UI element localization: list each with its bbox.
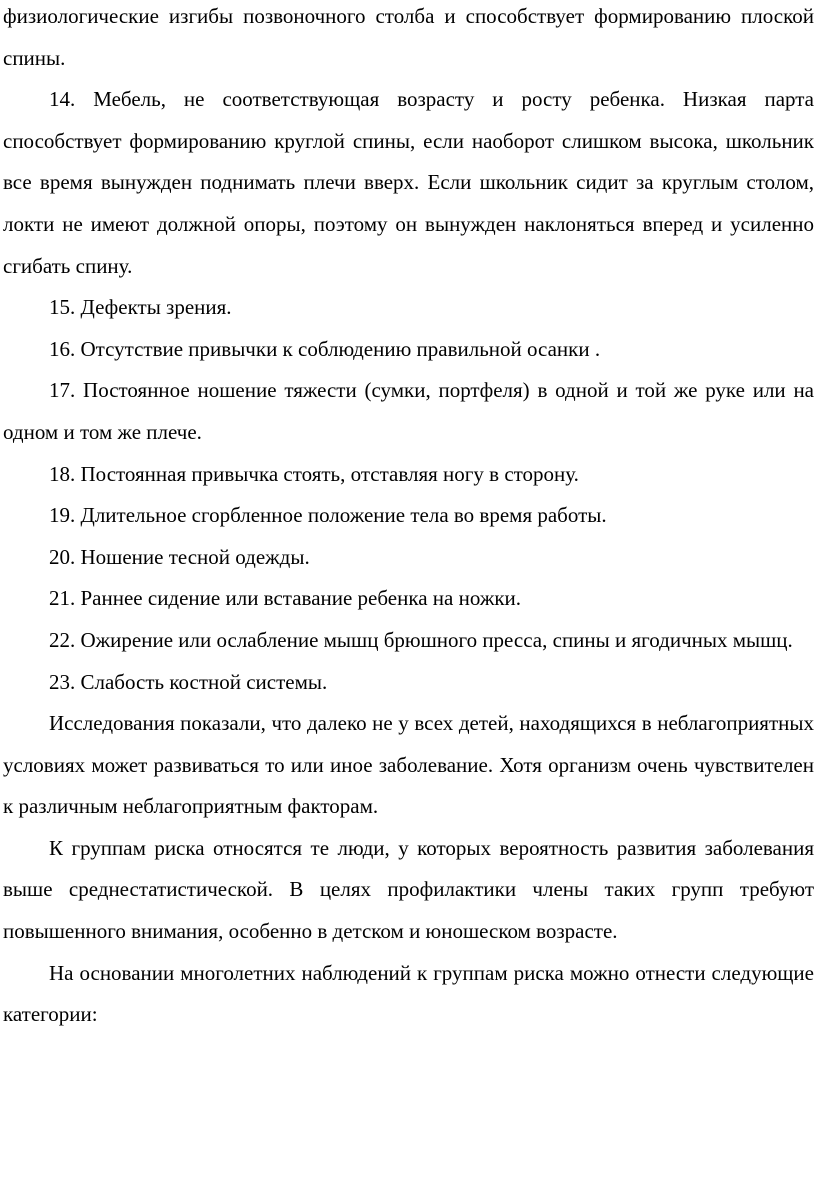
paragraph-item-23: 23. Слабость костной системы. <box>49 669 328 694</box>
paragraph-categories-intro: На основании многолетних наблюдений к группам риска можно отнести следующие категории: <box>3 960 814 1027</box>
paragraph-item-20: 20. Ношение тесной одежды. <box>49 544 310 569</box>
paragraph-item-15: 15. Дефекты зрения. <box>49 295 232 320</box>
paragraph-item-21: 21. Раннее сидение или вставание ребенка на ножки. <box>49 586 522 611</box>
paragraph-item-22: 22. Ожирение или ослабление мышц брюшного пресса, спины и ягодичных мышц. <box>49 627 793 652</box>
paragraph-item-17: 17. Постоянное ношение тяжести (сумки, портфеля) в одной и той же руке или на одном и том же плече. <box>3 378 814 444</box>
paragraph-item-14: 14. Мебель, не соответствующая возрасту и росту ребенка. Низкая парта способствует формированию круглой спины, если наоборот слишком высока, школьник все время вынужден поднимать плечи вверх. Если школьник сидит за круглым столом, локти не имеют должной опоры, поэтому он вынужден наклоняться вперед и усиленно сгибать спину. <box>3 87 814 278</box>
paragraph-item-16: 16. Отсутствие привычки к соблюдению правильной осанки . <box>49 336 601 361</box>
paragraph-continuation: физиологические изгибы позвоночного столба и способствует формированию плоской спины. <box>3 4 814 70</box>
paragraph-item-18: 18. Постоянная привычка стоять, отставляя ногу в сторону. <box>49 461 579 486</box>
paragraph-research: Исследования показали, что далеко не у всех детей, находящихся в неблагоприятных условиях может развиваться то или иное заболевание. Хотя организм очень чувствителен к различным неблагоприятным факторам. <box>3 711 814 819</box>
paragraph-risk-groups: К группам риска относятся те люди, у которых вероятность развития заболевания выше среднестатистической. В целях профилактики члены таких групп требуют повышенного внимания, особенно в детском и юношеском возрасте. <box>3 835 814 944</box>
paragraph-item-19: 19. Длительное сгорбленное положение тела во время работы. <box>49 503 607 528</box>
document-body <box>3 0 814 1036</box>
